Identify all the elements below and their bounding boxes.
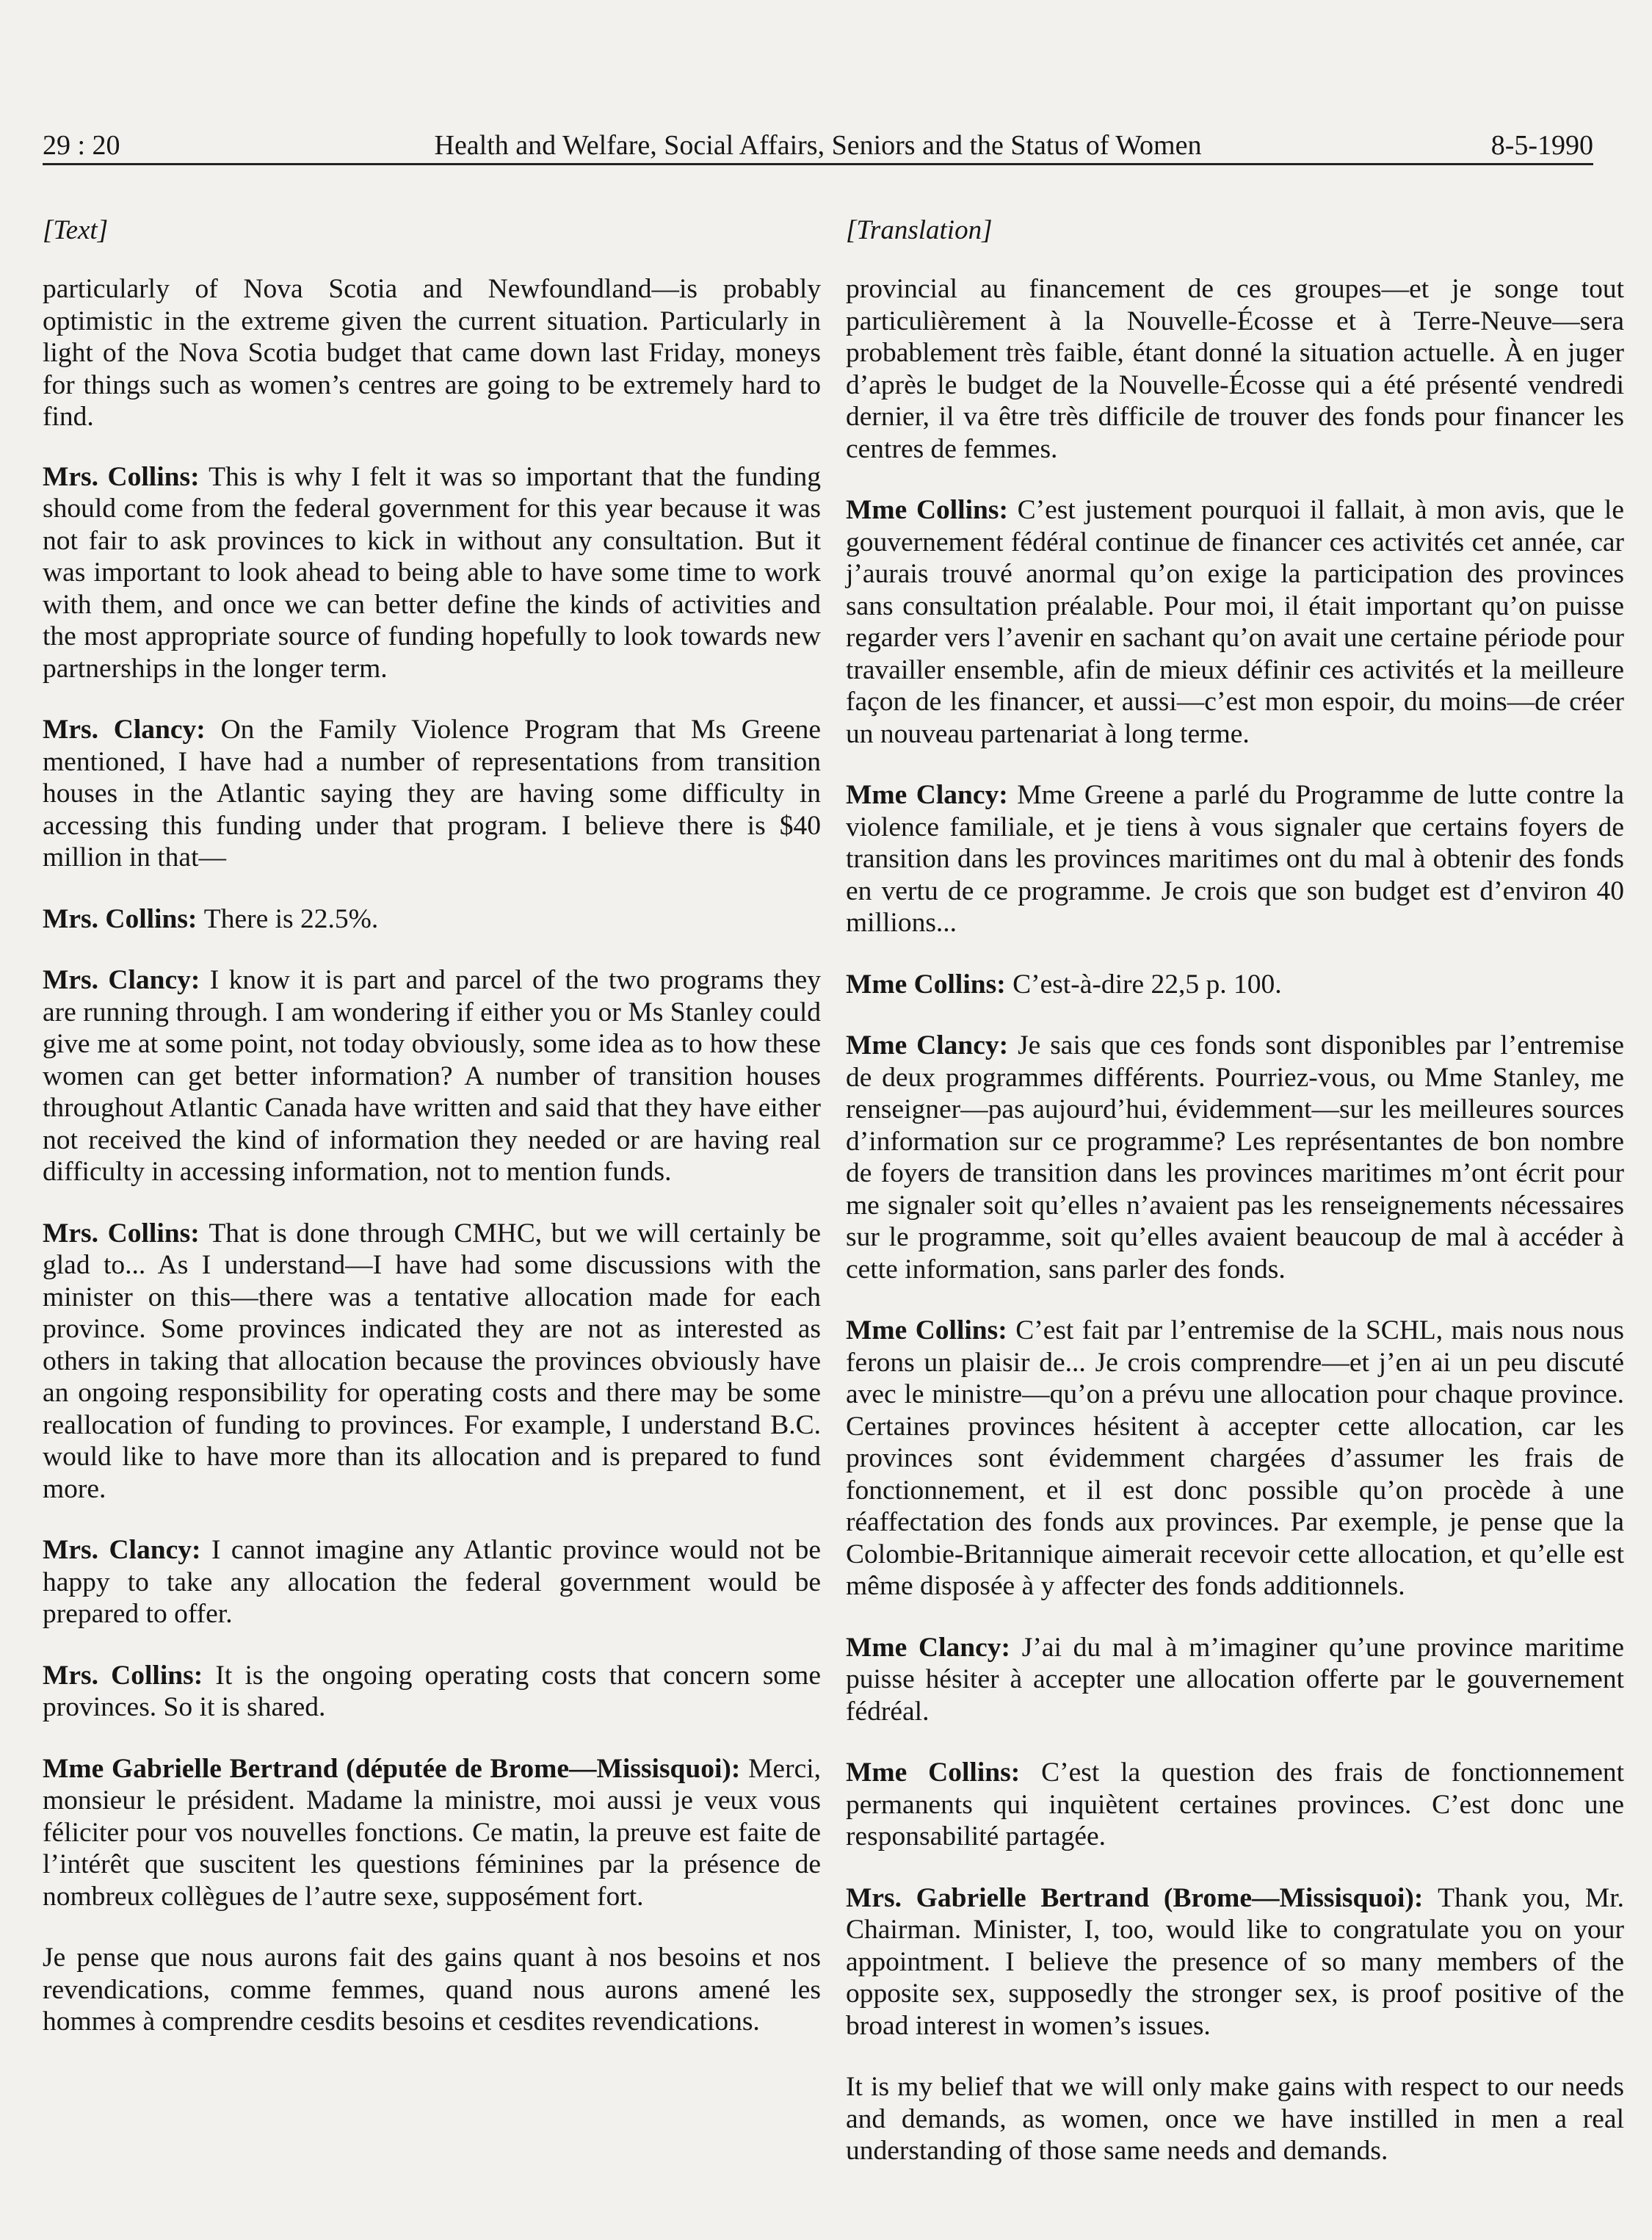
- speaker-name: Mme Gabrielle Bertrand (députée de Brome—Missisquoi):: [43, 1753, 741, 1784]
- paragraph: [846, 494, 1624, 750]
- paragraph: [846, 1882, 1624, 2042]
- paragraph-text: C’est fait par l’entremise de la SCHL, mais nous nous ferons un plaisir de... Je crois comprendre—et j’en ai un peu discuté avec le ministre—qu’on a prévu une allocation pour chaque province. Certaines provinces hésitent à accepter cette allocation, car les provinces sont évidemment chargées d’assumer les frais de fonctionnement, et il est donc possible qu’on procède à une réaffectation des fonds aux provinces. Par exemple, je pense que la Colombie-Britannique aimerait recevoir cette allocation, et qu’elle est même disposée à y affecter des fonds additionnels.: [846, 1315, 1624, 1601]
- column-label: [Text]: [43, 215, 109, 245]
- paragraph: [43, 273, 821, 433]
- paragraph: [846, 1632, 1624, 1728]
- speaker-name: Mrs. Collins:: [43, 903, 198, 934]
- paragraph-text: Mme Greene a parlé du Programme de lutte contre la violence familiale, et je tiens à vous signaler que certains foyers de transition dans les provinces maritimes ont du mal à obtenir des fonds en vertu de ce programme. Je crois que son budget est d’environ 40 millions...: [846, 780, 1624, 938]
- paragraph: [846, 1315, 1624, 1603]
- paragraph-text: C’est-à-dire 22,5 p. 100.: [1012, 969, 1282, 1000]
- speaker-name: Mme Clancy:: [846, 1632, 1010, 1663]
- paragraph: [43, 1660, 821, 1724]
- paragraph: [43, 964, 821, 1188]
- text-column-french: [846, 213, 1624, 2197]
- paragraph-text: Thank you, Mr. Chairman. Minister, I, too, would like to congratulate you on your appointment. I believe the presence of so many members of the opposite sex, supposedly the stronger sex, is proof positive of the broad interest in women’s issues.: [846, 1882, 1624, 2041]
- paragraph: [846, 273, 1624, 465]
- paragraph-text: On the Family Violence Program that Ms Greene mentioned, I have had a number of representations from transition houses in the Atlantic saying they are having some difficulty in accessing this funding under that program. I believe there is $40 million in that—: [43, 715, 822, 872]
- speaker-name: Mrs. Collins:: [43, 461, 200, 492]
- page-date: 8-5-1990: [1490, 130, 1593, 161]
- paragraph-text: I cannot imagine any Atlantic province would not be happy to take any allocation the federal government would be prepared to offer.: [43, 1535, 822, 1629]
- paragraph: [43, 903, 821, 936]
- speaker-name: Mme Clancy:: [846, 1030, 1009, 1061]
- paragraph-text: It is my belief that we will only make gains with respect to our needs and demands, as women, once we have instilled in men a real understanding of those same needs and demands.: [846, 2072, 1624, 2166]
- paragraph: [43, 461, 821, 685]
- paragraph-text: That is done through CMHC, but we will certainly be glad to... As I understand—I have had some discussions with the minister on this—there was a tentative allocation made for each province. Some provinces indicated they are not as interested as others in taking that allocation because the provinces obviously have an ongoing responsibility for operating costs and there may be some reallocation of funding to provinces. For example, I understand B.C. would like to have more than its allocation and is prepared to fund more.: [43, 1218, 821, 1504]
- text-column-english: [43, 213, 821, 2067]
- speaker-name: Mme Collins:: [846, 1757, 1021, 1788]
- paragraph: [846, 969, 1624, 1001]
- paragraph: [43, 1753, 821, 1913]
- paragraph-text: I know it is part and parcel of the two programs they are running through. I am wondering if either you or Ms Stanley could give me at some point, not today obviously, some idea as to how these women can get better information? A number of transition houses throughout Atlantic Canada have written and said that they have either not received the kind of information they needed or are having real difficulty in accessing information, not to mention funds.: [43, 965, 822, 1187]
- paragraph: [43, 1218, 821, 1506]
- speaker-name: Mrs. Collins:: [43, 1660, 203, 1691]
- running-title: Health and Welfare, Social Affairs, Seniors and the Status of Women: [434, 130, 1202, 161]
- paragraph: [43, 714, 821, 874]
- paragraph-text: particularly of Nova Scotia and Newfoundland—is probably optimistic in the extreme given the current situation. Particularly in light of the Nova Scotia budget that came down last Friday, moneys for things such as women’s centres are going to be extremely hard to find.: [43, 274, 821, 432]
- paragraph: [43, 1534, 821, 1630]
- speaker-name: Mrs. Clancy:: [43, 965, 200, 995]
- paragraph-text: Je pense que nous aurons fait des gains quant à nos besoins et nos revendications, comme femmes, quand nous aurons amené les hommes à comprendre cesdits besoins et cesdites revendications.: [43, 1943, 821, 2037]
- paragraph: [846, 2071, 1624, 2167]
- paragraph: [846, 1030, 1624, 1285]
- paragraph-text: It is the ongoing operating costs that concern some provinces. So it is shared.: [43, 1660, 821, 1722]
- speaker-name: Mme Collins:: [846, 969, 1006, 1000]
- paragraph: [846, 779, 1624, 939]
- page-number: 29 : 20: [43, 130, 120, 161]
- speaker-name: Mrs. Collins:: [43, 1218, 200, 1249]
- paragraph-text: There is 22.5%.: [203, 903, 379, 934]
- page-header: [43, 125, 1593, 169]
- speaker-name: Mrs. Clancy:: [43, 715, 206, 745]
- paragraph-text: This is why I felt it was so important that the funding should come from the federal government for this year because it was not fair to ask provinces to kick in without any consultation. But it was important to look ahead to being able to have some time to work with them, and once we can better define the kinds of activities and the most appropriate source of funding hopefully to look towards new partnerships in the longer term.: [43, 461, 821, 684]
- paragraph: [846, 1757, 1624, 1853]
- paragraph-text: Je sais que ces fonds sont disponibles par l’entremise de deux programmes différents. Pourriez-vous, ou Mme Stanley, me renseigner—pas aujourd’hui, évidemment—sur les meilleures sources d’information sur ce programme? Les représentantes de bon nombre de foyers de transition dans les provinces maritimes m’ont écrit pour me signaler soit qu’elles n’avaient pas les renseignements nécessaires sur le programme, soit qu’elles avaient beaucoup de mal à accéder à cette information, sans parler des fonds.: [846, 1030, 1625, 1285]
- paragraph: [43, 1942, 821, 2038]
- speaker-name: Mme Collins:: [846, 495, 1008, 525]
- paragraph-text: provincial au financement de ces groupes—et je songe tout particulièrement à la Nouvelle-Écosse et à Terre-Neuve—sera probablement très faible, étant donné la situation actuelle. À en juger d’après le budget de la Nouvelle-Écosse qui a été présenté vendredi dernier, il va être très difficile de trouver des fonds pour financer les centres de femmes.: [846, 274, 1624, 464]
- speaker-name: Mme Clancy:: [846, 780, 1008, 810]
- paragraph-text: C’est la question des frais de fonctionnement permanents qui inquiètent certaines provinces. C’est donc une responsabilité partagée.: [846, 1757, 1625, 1851]
- speaker-name: Mme Collins:: [846, 1315, 1007, 1345]
- paragraph-text: C’est justement pourquoi il fallait, à mon avis, que le gouvernement fédéral continue de financer ces activités cet année, car j’aurais trouvé anormal qu’on exige la participation des provinces sans consultation préalable. Pour moi, il était important qu’on puisse regarder vers l’avenir en sachant qu’on avait une certaine période pour travailler ensemble, afin de mieux définir ces activités et la meilleure façon de les financer, et aussi—c’est mon espoir, du moins—de créer un nouveau partenariat à long terme.: [846, 495, 1624, 749]
- paragraph-text: Merci, monsieur le président. Madame la ministre, moi aussi je veux vous féliciter pour vos nouvelles fonctions. Ce matin, la preuve est faite de l’intérêt que suscitent les questions féminines par la présence de nombreux collègues de l’autre sexe, supposément fort.: [43, 1753, 822, 1912]
- speaker-name: Mrs. Gabrielle Bertrand (Brome—Missisquoi):: [846, 1882, 1424, 1913]
- paragraph-text: J’ai du mal à m’imaginer qu’une province maritime puisse hésiter à accepter une allocation offerte par le gouvernement fédréal.: [846, 1632, 1625, 1727]
- column-label: [Translation]: [846, 215, 993, 245]
- speaker-name: Mrs. Clancy:: [43, 1535, 201, 1565]
- header-rule: [43, 163, 1593, 165]
